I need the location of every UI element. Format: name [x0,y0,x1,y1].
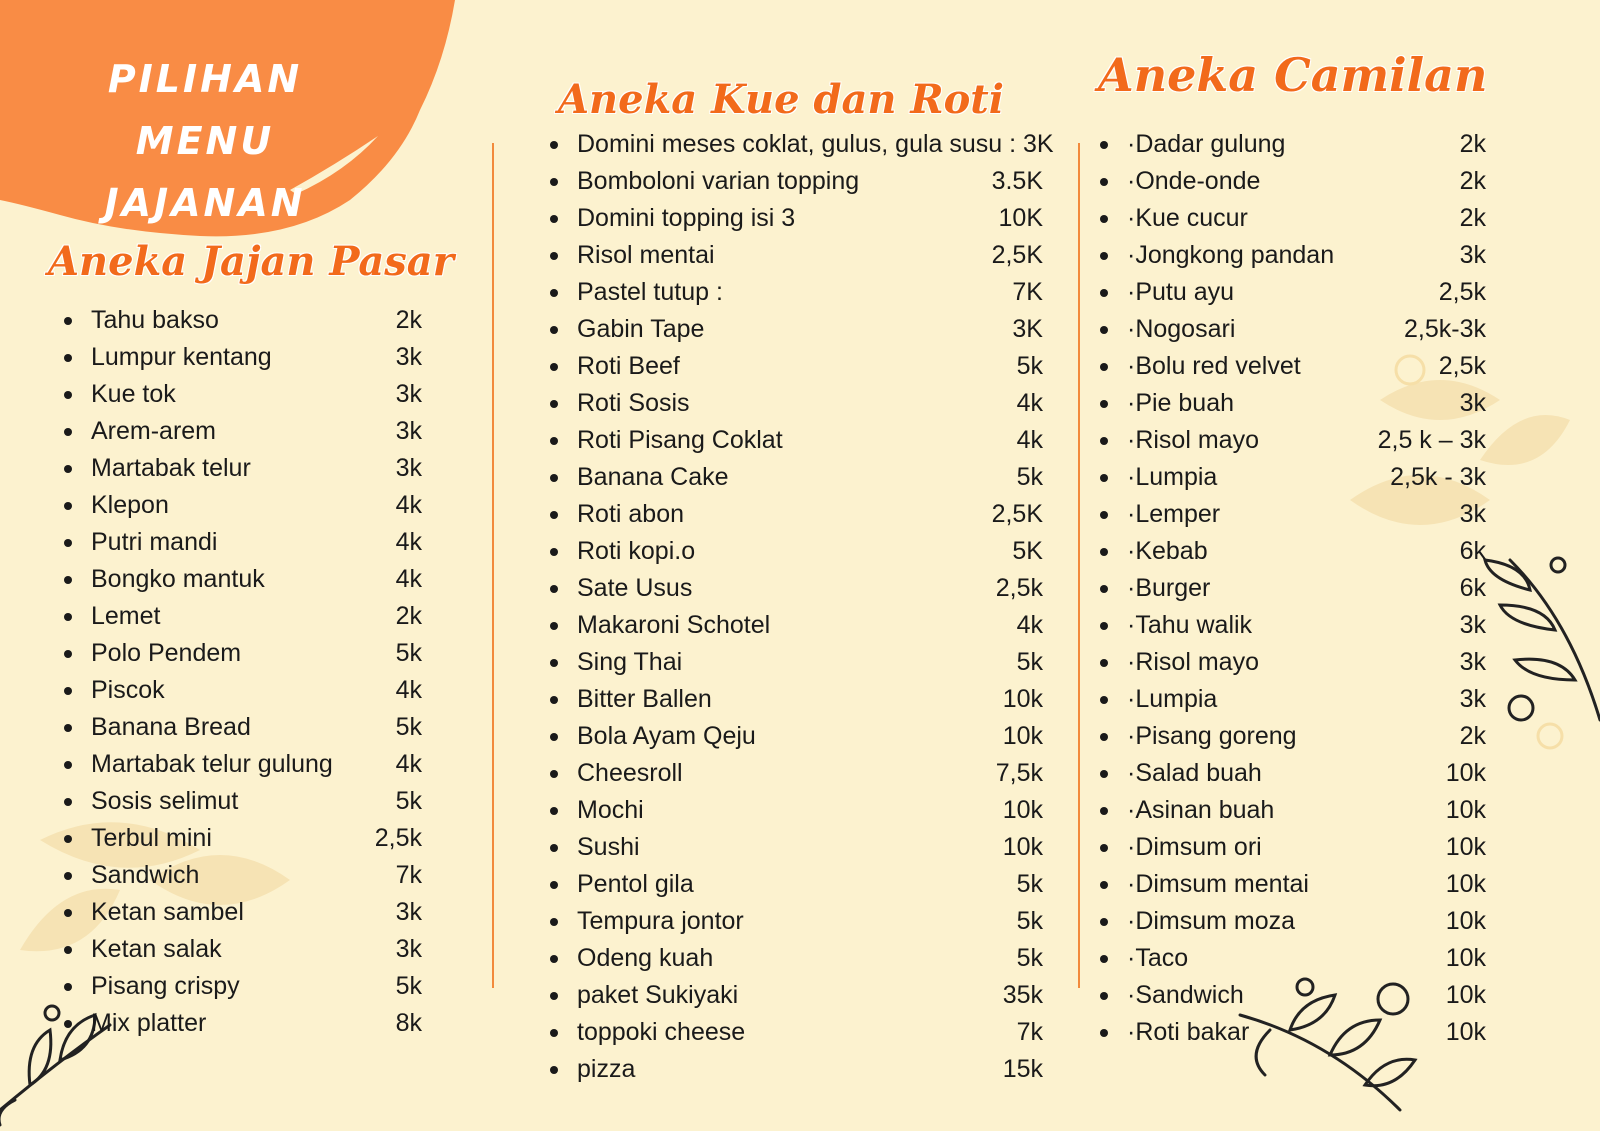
menu-item-name: ·Pisang goreng [1127,722,1297,750]
section-title-camilan: Aneka Camilan [1098,48,1488,102]
menu-item-name: Domini topping isi 3 [577,204,796,232]
menu-item-name: ·Asinan buah [1127,796,1275,824]
menu-item-price: 5k [1016,870,1043,898]
menu-item-price: 10k [1445,796,1486,824]
menu-item [64,968,422,1005]
menu-item [1100,496,1486,533]
menu-item-price: 10k [1445,981,1486,1009]
menu-item [550,237,1043,274]
menu-item-name: Roti Sosis [577,389,690,417]
menu-item-price: 2k [1459,130,1486,158]
menu-item [64,450,422,487]
menu-item [1100,533,1486,570]
menu-item [1100,977,1486,1014]
menu-item-name: Risol mentai [577,241,715,269]
menu-item-name: Banana Bread [91,713,251,741]
menu-item [1100,200,1486,237]
menu-item-name: Terbul mini [91,824,212,852]
menu-item [1100,940,1486,977]
menu-item-name: Domini meses coklat, gulus, gula susu : 3K [577,130,1054,158]
menu-item-name: Pentol gila [577,870,694,898]
menu-item [1100,311,1486,348]
menu-item-price: 7k [395,861,422,889]
menu-item-name: Tahu bakso [91,306,219,334]
menu-item-name: ·Burger [1127,574,1211,602]
menu-item-price: 15k [1002,1055,1043,1083]
menu-item-price: 10K [998,204,1043,232]
menu-item-price: 3k [395,454,422,482]
menu-item-price: 4k [395,491,422,519]
menu-item-price: 2,5k-3k [1404,315,1486,343]
menu-item-name: Kue tok [91,380,176,408]
menu-item-price: 35k [1002,981,1043,1009]
menu-item [64,561,422,598]
menu-item-name: Gabin Tape [577,315,705,343]
menu-item-name: Bomboloni varian topping [577,167,860,195]
menu-item [64,339,422,376]
menu-item [550,459,1043,496]
menu-item [550,940,1043,977]
menu-item-name: ·Lemper [1127,500,1221,528]
menu-item-name: Sing Thai [577,648,683,676]
menu-item-name: ·Bolu red velvet [1127,352,1301,380]
menu-item [550,533,1043,570]
menu-item-price: 2,5K [991,500,1043,528]
menu-item-name: Roti Pisang Coklat [577,426,783,454]
menu-item-price: 2k [395,306,422,334]
menu-item-price: 2,5k [995,574,1043,602]
menu-item-name: ·Lumpia [1127,463,1218,491]
menu-item-name: Putri mandi [91,528,218,556]
menu-item [550,644,1043,681]
menu-item [64,931,422,968]
menu-item [1100,755,1486,792]
menu-item [64,376,422,413]
menu-item-price: 8k [395,1009,422,1037]
menu-item-name: Tempura jontor [577,907,744,935]
menu-item-name: Makaroni Schotel [577,611,771,639]
menu-item [64,598,422,635]
menu-item-name: ·Kebab [1127,537,1208,565]
menu-item-price: 2,5k [1438,352,1486,380]
section-title-kue-roti: Aneka Kue dan Roti [558,76,1004,123]
menu-item-price: 7K [1012,278,1043,306]
menu-item-price: 3k [1459,648,1486,676]
menu-item-price: 2,5k [1438,278,1486,306]
menu-item-name: ·Jongkong pandan [1127,241,1335,269]
menu-item [1100,274,1486,311]
menu-item-price: 3.5K [991,167,1043,195]
menu-item-name: Roti kopi.o [577,537,696,565]
column-divider [1078,143,1080,988]
menu-item-name: Ketan salak [91,935,222,963]
menu-item [64,524,422,561]
menu-item [550,496,1043,533]
menu-item-name: ·Risol mayo [1127,426,1259,454]
menu-item [1100,644,1486,681]
menu-item [550,866,1043,903]
menu-item-name: Sosis selimut [91,787,239,815]
menu-item-name: ·Dimsum moza [1127,907,1296,935]
menu-list-camilan [1100,126,1486,1051]
menu-item-name: Bongko mantuk [91,565,265,593]
menu-item-price: 4k [1016,389,1043,417]
menu-item-name: ·Onde-onde [1127,167,1261,195]
menu-item-price: 4k [1016,611,1043,639]
menu-item-price: 2,5K [991,241,1043,269]
menu-item-price: 10k [1002,833,1043,861]
menu-item [64,783,422,820]
menu-item [64,413,422,450]
menu-item-name: ·Kue cucur [1127,204,1248,232]
menu-item-name: Polo Pendem [91,639,242,667]
menu-item-price: 10k [1445,907,1486,935]
menu-item [550,977,1043,1014]
menu-item [550,607,1043,644]
menu-item-name: Banana Cake [577,463,729,491]
menu-item [1100,385,1486,422]
menu-item-price: 3k [1459,685,1486,713]
menu-item-price: 3k [395,898,422,926]
menu-item-price: 5k [1016,907,1043,935]
menu-item-name: Sandwich [91,861,200,889]
menu-item-price: 3k [1459,611,1486,639]
menu-item [1100,163,1486,200]
menu-item [550,903,1043,940]
menu-item-name: ·Pie buah [1127,389,1235,417]
menu-item [1100,422,1486,459]
menu-item [550,792,1043,829]
menu-item-name: Cheesroll [577,759,683,787]
menu-item [550,681,1043,718]
menu-item-name: Odeng kuah [577,944,714,972]
menu-item [550,1051,1043,1088]
menu-item-price: 5k [395,972,422,1000]
menu-item-name: Bitter Ballen [577,685,712,713]
menu-item [64,857,422,894]
menu-item [64,746,422,783]
menu-item [550,422,1043,459]
menu-item [64,672,422,709]
menu-item-price: 5K [1012,537,1043,565]
menu-item [1100,903,1486,940]
menu-item [550,200,1043,237]
menu-item-price: 4k [395,676,422,704]
menu-item-price: 10k [1445,759,1486,787]
menu-item [1100,459,1486,496]
menu-item-price: 5k [1016,648,1043,676]
menu-item [64,820,422,857]
menu-item-price: 4k [395,565,422,593]
main-heading-line2: JAJANAN [104,181,306,225]
menu-item-price: 10k [1445,833,1486,861]
menu-item-name: ·Risol mayo [1127,648,1259,676]
menu-item [550,829,1043,866]
menu-item [1100,237,1486,274]
menu-item-name: Roti abon [577,500,685,528]
main-heading [40,48,370,234]
column-divider [492,143,494,988]
menu-item [1100,607,1486,644]
menu-item-name: Martabak telur gulung [91,750,333,778]
menu-item-name: Bola Ayam Qeju [577,722,756,750]
menu-item-price: 2k [1459,167,1486,195]
menu-item [550,1014,1043,1051]
menu-item-price: 3k [395,417,422,445]
menu-item-name: ·Nogosari [1127,315,1236,343]
menu-item [1100,570,1486,607]
menu-item-name: pizza [577,1055,636,1083]
menu-item-name: Lumpur kentang [91,343,272,371]
menu-item-name: Pastel tutup : [577,278,723,306]
menu-item-price: 10k [1445,870,1486,898]
menu-item-price: 5k [1016,463,1043,491]
menu-item [64,302,422,339]
menu-item-name: Klepon [91,491,169,519]
menu-item-price: 10k [1002,685,1043,713]
menu-item-price: 2k [1459,204,1486,232]
menu-item-price: 2,5k [374,824,422,852]
menu-item-price: 6k [1459,574,1486,602]
menu-item-name: paket Sukiyaki [577,981,739,1009]
menu-item-price: 3k [395,343,422,371]
menu-item [1100,348,1486,385]
menu-item [64,487,422,524]
menu-item-price: 7k [1016,1018,1043,1046]
menu-item-name: ·Dimsum mentai [1127,870,1309,898]
menu-item [64,709,422,746]
menu-item-price: 2,5k - 3k [1390,463,1486,491]
menu-item-price: 10k [1002,796,1043,824]
menu-item-name: ·Dadar gulung [1127,130,1286,158]
menu-item-name: ·Taco [1127,944,1189,972]
menu-item-price: 5k [1016,944,1043,972]
menu-item [1100,829,1486,866]
menu-item-name: Sushi [577,833,640,861]
menu-item-name: ·Lumpia [1127,685,1218,713]
menu-item [1100,1014,1486,1051]
menu-item-price: 5k [1016,352,1043,380]
menu-item-name: ·Putu ayu [1127,278,1235,306]
menu-item-price: 10k [1445,1018,1486,1046]
menu-item-price: 2k [395,602,422,630]
menu-item-name: Sate Usus [577,574,693,602]
menu-item-name: Pisang crispy [91,972,240,1000]
menu-item-price: 5k [395,713,422,741]
menu-item-name: Piscok [91,676,165,704]
menu-list-kue-roti [550,126,1054,1088]
menu-item [550,126,1054,163]
menu-list-jajan-pasar [64,302,422,1042]
menu-item-price: 3K [1012,315,1043,343]
menu-item-price: 10k [1445,944,1486,972]
section-title-jajan-pasar: Aneka Jajan Pasar [48,238,454,285]
menu-item-name: toppoki cheese [577,1018,746,1046]
menu-item-name: Roti Beef [577,352,680,380]
menu-item-name: Arem-arem [91,417,217,445]
menu-item [550,385,1043,422]
menu-item [1100,681,1486,718]
menu-item-price: 3k [1459,241,1486,269]
menu-item [550,163,1043,200]
menu-item [550,570,1043,607]
menu-item-name: ·Roti bakar [1127,1018,1250,1046]
menu-item-price: 3k [395,935,422,963]
menu-item-price: 3k [1459,500,1486,528]
menu-item [64,1005,422,1042]
menu-item-price: 2,5 k – 3k [1377,426,1486,454]
menu-item [550,274,1043,311]
menu-item [64,894,422,931]
menu-item-price: 3k [395,380,422,408]
menu-item-name: Martabak telur [91,454,251,482]
menu-item-price: 10k [1002,722,1043,750]
menu-item [550,718,1043,755]
menu-item-price: 4k [1016,426,1043,454]
menu-item [1100,718,1486,755]
menu-item [1100,792,1486,829]
menu-item-name: ·Dimsum ori [1127,833,1262,861]
menu-item [1100,126,1486,163]
menu-item [550,348,1043,385]
menu-item [1100,866,1486,903]
menu-item-price: 3k [1459,389,1486,417]
menu-item-price: 2k [1459,722,1486,750]
menu-item [550,311,1043,348]
menu-item-name: Mix platter [91,1009,207,1037]
menu-item-name: ·Sandwich [1127,981,1244,1009]
menu-item-name: Lemet [91,602,161,630]
menu-item-price: 7,5k [995,759,1043,787]
menu-item [550,755,1043,792]
menu-item-name: Mochi [577,796,644,824]
menu-item-price: 4k [395,750,422,778]
menu-item-price: 5k [395,639,422,667]
menu-item-name: Ketan sambel [91,898,244,926]
menu-item-price: 5k [395,787,422,815]
menu-item-name: ·Salad buah [1127,759,1262,787]
menu-item [64,635,422,672]
menu-item-name: ·Tahu walik [1127,611,1253,639]
menu-item-price: 6k [1459,537,1486,565]
main-heading-line1: PILIHAN MENU [107,57,303,163]
menu-item-price: 4k [395,528,422,556]
